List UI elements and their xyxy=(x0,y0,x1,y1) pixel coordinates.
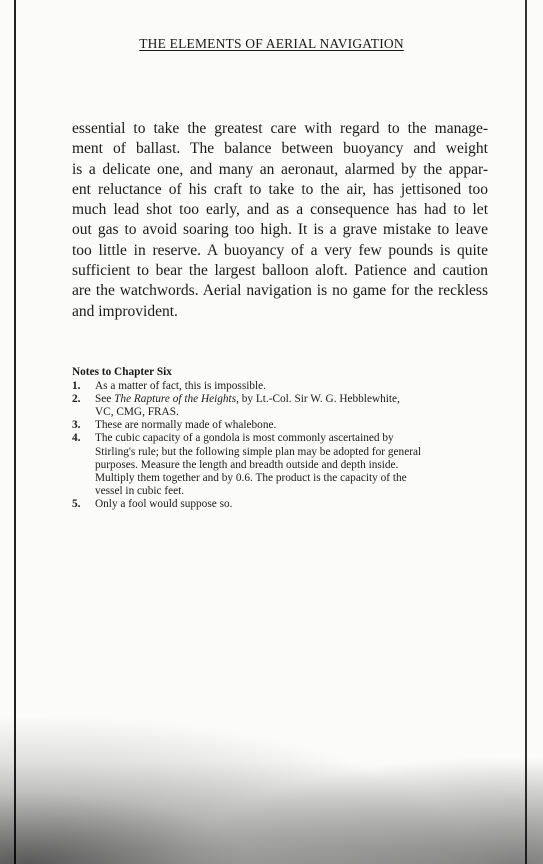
book-title: The Rapture of the Heights xyxy=(114,393,237,406)
note-item-4 xyxy=(72,432,472,497)
note-item-2 xyxy=(72,393,472,419)
note-line: As a matter of fact, this is impossible. xyxy=(95,380,266,393)
body-line: ment of ballast. The balance between buoyancy and weight xyxy=(72,140,488,158)
body-line-last: and improvident. xyxy=(72,302,178,320)
note-line: VC, CMG, FRAS. xyxy=(95,406,179,419)
note-text xyxy=(95,419,472,432)
note-text xyxy=(95,498,472,511)
note-number: 2. xyxy=(72,393,81,406)
body-line: out gas to avoid soaring too high. It is a grave mistake to leave xyxy=(72,221,488,239)
body-line: is a delicate one, and many an aeronaut, alarmed by the appar- xyxy=(72,160,488,178)
note-item-1 xyxy=(72,380,472,393)
note-line: Multiply them together and by 0.6. The product is the capacity of the xyxy=(95,471,407,484)
notes-heading: Notes to Chapter Six xyxy=(72,366,172,378)
running-head: THE ELEMENTS OF AERIAL NAVIGATION xyxy=(139,36,404,51)
scan-noise xyxy=(0,694,543,864)
note-number: 5. xyxy=(72,497,81,510)
note-line: Stirling's rule; but the following simple plan may be adopted for general xyxy=(95,445,422,458)
note-item-3 xyxy=(72,419,472,432)
body-line: much lead shot too early, and as a consequence has had to let xyxy=(72,201,488,219)
body-line: are the watchwords. Aerial navigation is no game for the reckless xyxy=(72,282,488,300)
note-number: 1. xyxy=(72,380,81,393)
body-line: ent reluctance of his craft to take to the air, has jettisoned too xyxy=(72,180,488,198)
body-paragraph xyxy=(72,119,488,322)
note-line: These are normally made of whalebone. xyxy=(95,419,277,432)
note-line xyxy=(95,393,472,406)
note-number: 4. xyxy=(72,432,81,445)
note-item-5 xyxy=(72,498,472,511)
note-prefix: See xyxy=(95,393,115,406)
note-line: vessel in cubic feet. xyxy=(95,484,185,497)
body-line: sufficient to bear the largest balloon aloft. Patience and caution xyxy=(72,262,488,280)
note-text xyxy=(95,380,472,393)
body-line: essential to take the greatest care with regard to the manage- xyxy=(72,120,488,137)
chapter-notes xyxy=(72,366,472,511)
note-line: purposes. Measure the length and breadth outside and depth inside. xyxy=(95,458,399,471)
note-line: The cubic capacity of a gondola is most commonly ascertained by xyxy=(95,432,394,445)
note-number: 3. xyxy=(72,419,81,432)
note-suffix: , by Lt.-Col. Sir W. G. Hebblewhite, xyxy=(236,393,400,406)
note-text xyxy=(95,432,472,497)
note-text xyxy=(95,393,472,419)
note-line: Only a fool would suppose so. xyxy=(95,497,233,510)
body-line: too little in reserve. A buoyancy of a very few pounds is quite xyxy=(72,241,488,259)
